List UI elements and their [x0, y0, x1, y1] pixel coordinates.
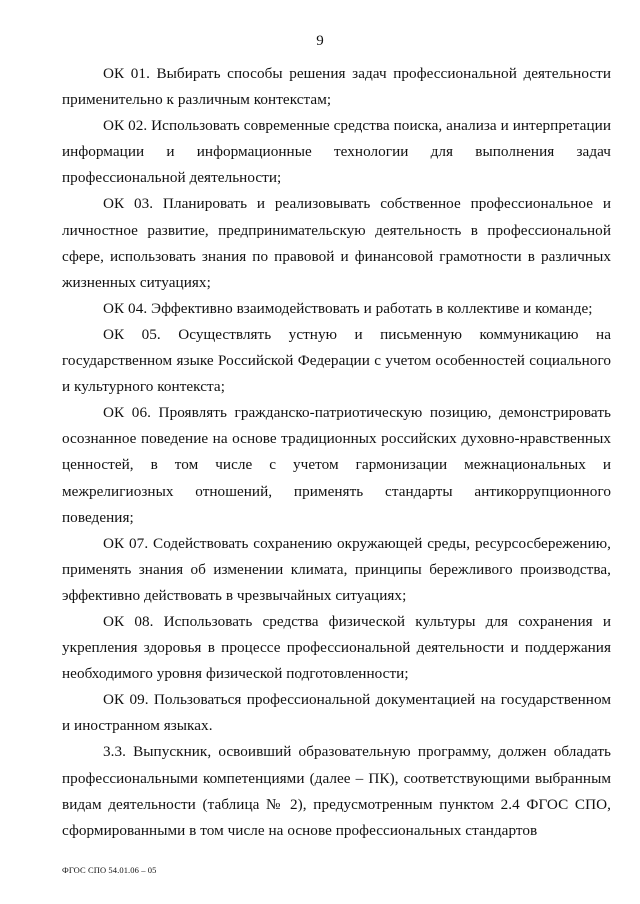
paragraph-ok-05: ОК 05. Осуществлять устную и письменную коммуникацию на государственном языке Российской Федерации с учетом особенностей социального и культурного контекста;	[62, 325, 611, 396]
paragraph-ok-08: ОК 08. Использовать средства физической культуры для сохранения и укрепления здоровья в процессе профессиональной деятельности и поддержания необходимого уровня физической подготовленности;	[62, 612, 611, 683]
document-body	[62, 61, 611, 844]
paragraph-ok-01: ОК 01. Выбирать способы решения задач профессиональной деятельности применительно к различным контекстам;	[62, 65, 611, 109]
paragraph-ok-09: ОК 09. Пользоваться профессиональной документацией на государственном и иностранном языках.	[62, 691, 611, 735]
paragraph-ok-04: ОК 04. Эффективно взаимодействовать и работать в коллективе и команде;	[103, 299, 593, 317]
paragraph-ok-06: ОК 06. Проявлять гражданско-патриотическую позицию, демонстрировать осознанное поведение на основе традиционных российских духовно-нравственных ценностей, в том числе с учетом гармонизации межнациональных и межрелигиозных отношений, применять стандарты антикоррупционного поведения;	[62, 404, 611, 526]
paragraph-ok-03: ОК 03. Планировать и реализовывать собственное профессиональное и личностное развитие, предпринимательскую деятельность в профессиональной сфере, использовать знания по правовой и финансовой грамотности в различных жизненных ситуациях;	[62, 195, 611, 291]
paragraph-ok-07: ОК 07. Содействовать сохранению окружающей среды, ресурсосбережению, применять знания об изменении климата, принципы бережливого производства, эффективно действовать в чрезвычайных ситуациях;	[62, 534, 611, 604]
page-number: 9	[316, 33, 324, 49]
paragraph-3-3: 3.3. Выпускник, освоивший образовательную программу, должен обладать профессиональными компетенциями (далее – ПК), соответствующими выбранным видам деятельности (таблица № 2), предусмотренным пунктом 2.4 ФГОС СПО, сформированными в том числе на основе профессиональных стандартов	[62, 743, 611, 839]
paragraph-ok-02: ОК 02. Использовать современные средства поиска, анализа и интерпретации информации и информационные технологии для выполнения задач профессиональной деятельности;	[62, 117, 611, 187]
document-footer-code: ФГОС СПО 54.01.06 – 05	[62, 865, 157, 875]
